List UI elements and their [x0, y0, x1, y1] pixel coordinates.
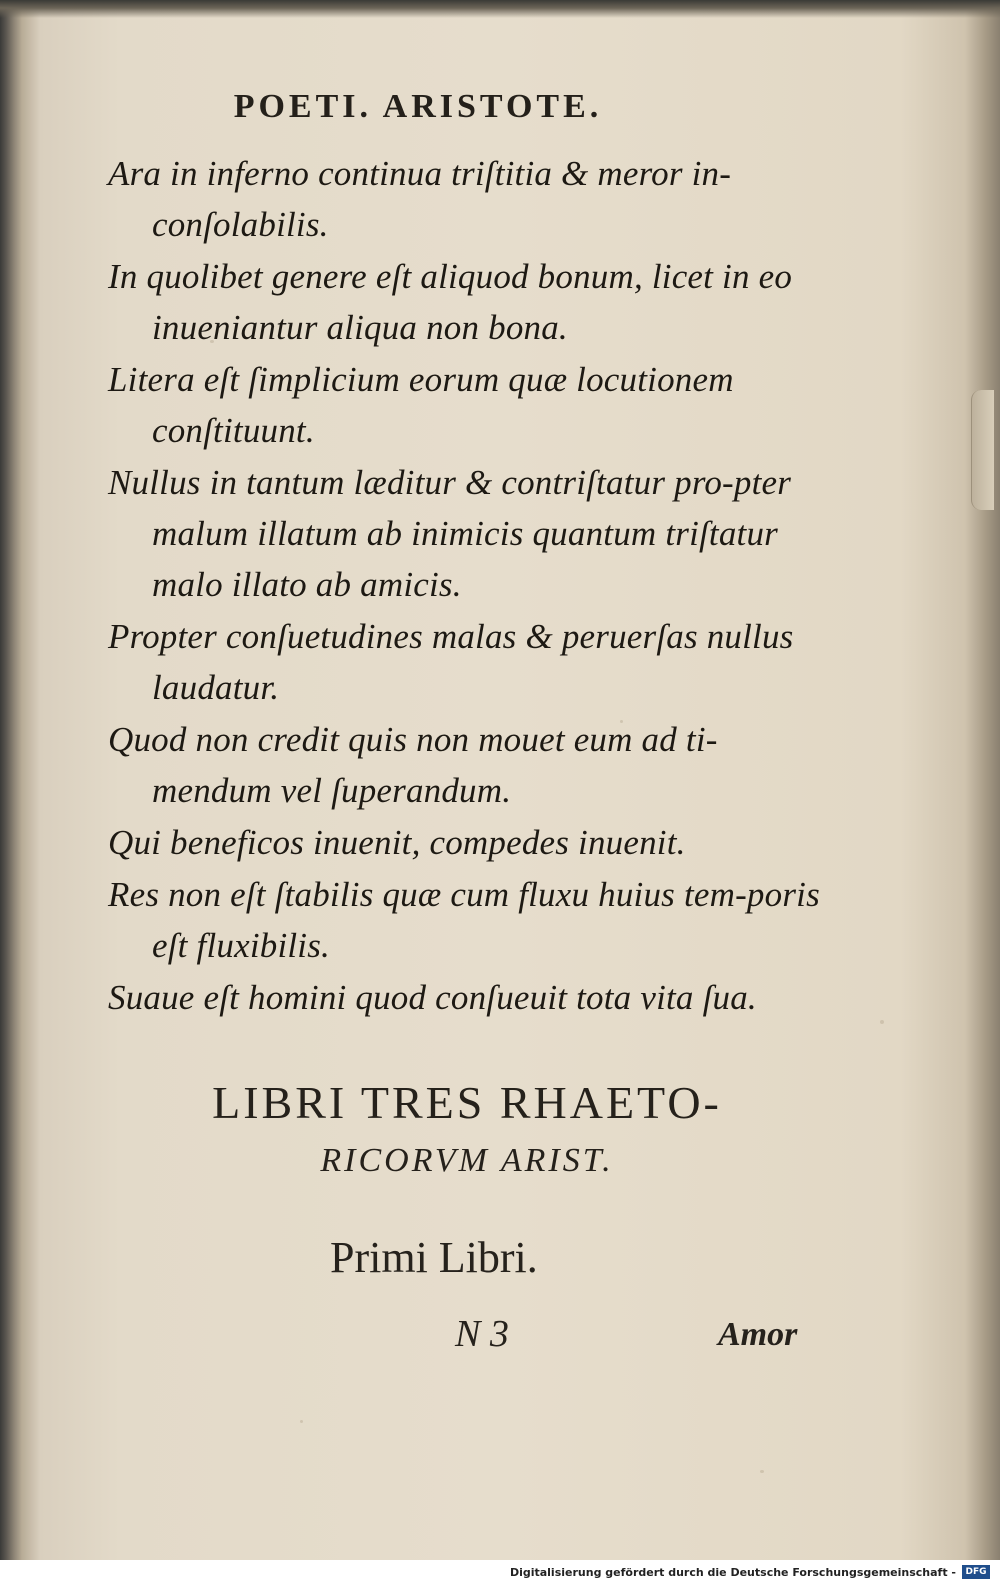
dfg-logo: DFG: [962, 1565, 990, 1579]
sentence: Res non eſt ſtabilis quæ cum fluxu huius tem-poris eſt fluxibilis.: [108, 875, 820, 965]
digitization-footer: [0, 1560, 1000, 1587]
sentence: Litera eſt ſimplicium eorum quæ locutionem conſtituunt.: [108, 360, 734, 450]
running-head: POETI. ARISTOTE.: [233, 88, 603, 125]
sentence: Suaue eſt homini quod conſueuit tota vita ſua.: [108, 978, 757, 1017]
sentence: Quod non credit quis non mouet eum ad ti-mendum vel ſuperandum.: [108, 720, 718, 810]
sentence: Propter conſuetudines malas & peruerſas nullus laudatur.: [108, 617, 794, 707]
book-title-line1: LIBRI TRES RHAETO-: [212, 1077, 722, 1128]
sentence: Ara in inferno continua triſtitia & meror in-conſolabilis.: [108, 154, 732, 244]
paper-speckle: [300, 1420, 303, 1423]
sentence: Nullus in tantum læditur & contriſtatur pro-pter malum illatum ab inimicis quantum triſtatur malo illato ab amicis.: [108, 463, 792, 604]
page-tab-marker: [971, 390, 994, 510]
book-edge-top: [0, 0, 1000, 18]
section-subtitle: Primi Libri.: [330, 1233, 538, 1282]
sentence-list: [108, 148, 828, 1024]
book-title-line2: RICORVM ARIST.: [320, 1142, 614, 1179]
sentence: In quolibet genere eſt aliquod bonum, licet in eo inueniantur aliqua non bona.: [108, 257, 793, 347]
sentence: Qui beneficos inuenit, compedes inuenit.: [108, 823, 686, 862]
book-title: [112, 1074, 822, 1190]
paper-speckle: [760, 1470, 764, 1473]
paper-speckle: [880, 1020, 884, 1024]
signature-mark: N 3: [455, 1313, 509, 1355]
catchword: Amor: [718, 1316, 798, 1353]
footer-credit: Digitalisierung gefördert durch die Deutsche Forschungsgemeinschaft -: [509, 1566, 956, 1579]
